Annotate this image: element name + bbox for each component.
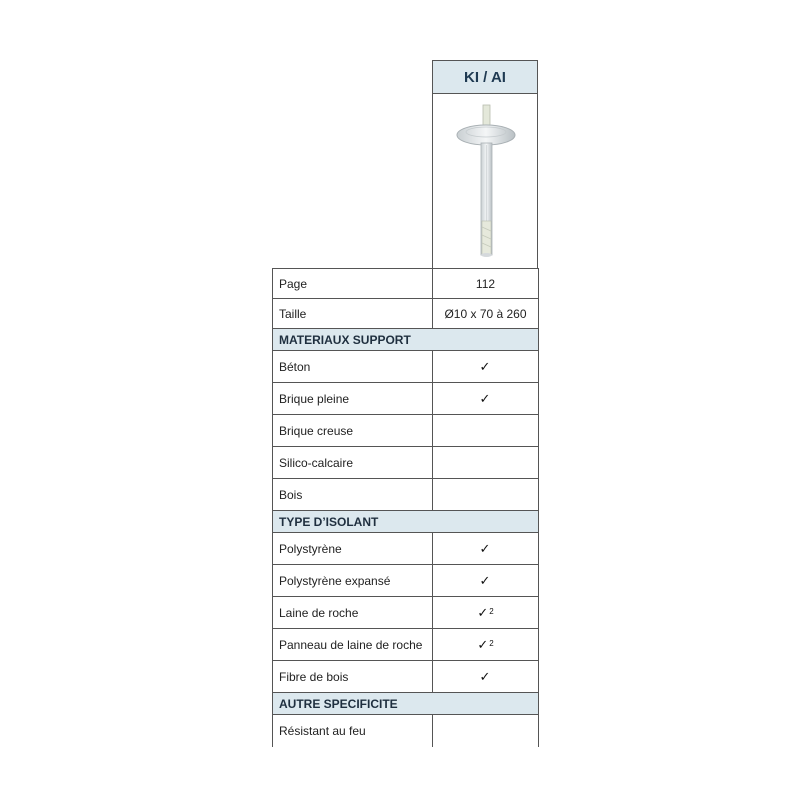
table-row xyxy=(273,351,539,383)
specs-table xyxy=(272,268,539,747)
row-label: Brique creuse xyxy=(273,415,433,447)
check-icon xyxy=(485,723,486,738)
table-row xyxy=(273,597,539,629)
check-icon: ✓ xyxy=(479,390,491,406)
check-icon: ✓$^2$ xyxy=(477,636,494,652)
row-label: Taille xyxy=(273,299,433,329)
table-row xyxy=(273,479,539,511)
check-icon xyxy=(485,487,486,502)
section-header xyxy=(273,511,539,533)
row-label: Panneau de laine de roche xyxy=(273,629,433,661)
table-row xyxy=(273,415,539,447)
table-row xyxy=(273,565,539,597)
section-header xyxy=(273,329,539,351)
table-row xyxy=(273,299,539,329)
row-label: Béton xyxy=(273,351,433,383)
table-row xyxy=(273,533,539,565)
row-label: Résistant au feu xyxy=(273,715,433,747)
product-header: KI / AI xyxy=(432,60,538,94)
check-icon: ✓ xyxy=(479,668,491,684)
section-title: TYPE D’ISOLANT xyxy=(273,511,539,533)
row-value: 112 xyxy=(433,269,539,299)
check-icon xyxy=(485,455,486,470)
check-icon: ✓ xyxy=(479,572,491,588)
section-header xyxy=(273,693,539,715)
row-label: Polystyrène expansé xyxy=(273,565,433,597)
table-row xyxy=(273,629,539,661)
row-label: Fibre de bois xyxy=(273,661,433,693)
table-row xyxy=(273,661,539,693)
check-icon xyxy=(485,423,486,438)
row-value: Ø10 x 70 à 260 xyxy=(433,299,539,329)
section-title: AUTRE SPECIFICITE xyxy=(273,693,539,715)
row-label: Brique pleine xyxy=(273,383,433,415)
row-label: Bois xyxy=(273,479,433,511)
row-label: Laine de roche xyxy=(273,597,433,629)
product-image-cell xyxy=(432,93,538,269)
check-icon: ✓ xyxy=(479,358,491,374)
table-row xyxy=(273,383,539,415)
row-label: Polystyrène xyxy=(273,533,433,565)
table-row xyxy=(273,447,539,479)
table-row xyxy=(273,269,539,299)
section-title: MATERIAUX SUPPORT xyxy=(273,329,539,351)
insulation-anchor-plug-icon xyxy=(433,93,539,269)
check-icon: ✓$^2$ xyxy=(477,604,494,620)
row-label: Page xyxy=(273,269,433,299)
row-label: Silico-calcaire xyxy=(273,447,433,479)
check-icon: ✓ xyxy=(479,540,491,556)
table-row xyxy=(273,715,539,747)
